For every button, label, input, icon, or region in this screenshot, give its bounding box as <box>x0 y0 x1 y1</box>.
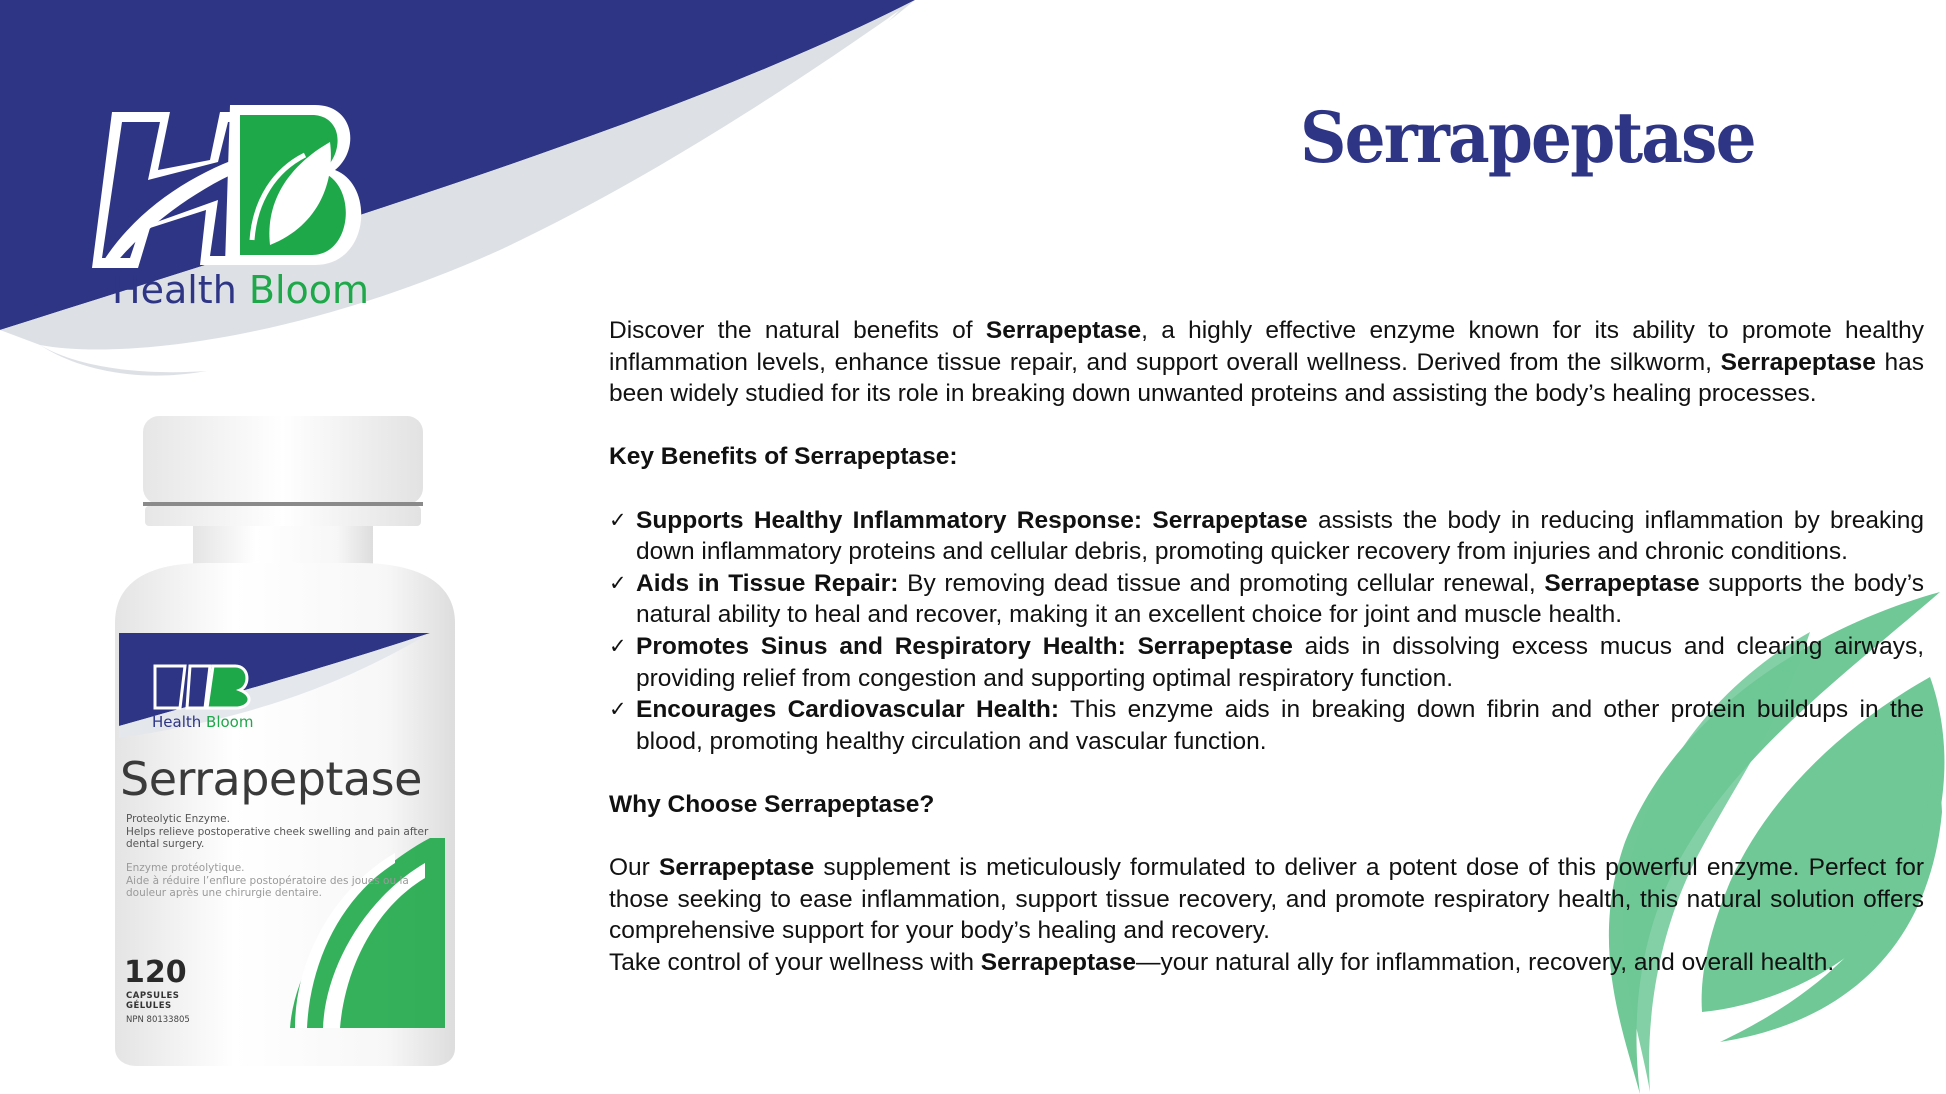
bottle-brand-label: Health Bloom <box>152 713 254 731</box>
brand-name-health: Health <box>112 268 237 312</box>
bottle-description-fr: Enzyme protéolytique. Aide à réduire l’enflure postopératoire des joues ou la douleur après une chirurgie dentaire. <box>126 862 409 899</box>
checkmark-icon: ✓ <box>609 633 627 658</box>
page-title: Serrapeptase <box>1300 96 1755 179</box>
why-paragraph: Our Serrapeptase supplement is meticulously formulated to deliver a potent dose of this powerful enzyme. Perfect for those seeking to ease inflammation, support tissue recovery, and promote respiratory health, this natural solution offers comprehensive support for your body’s healing and recovery. <box>609 854 1924 945</box>
why-heading: Why Choose Serrapeptase? <box>609 790 935 818</box>
bottle-capsule-count: 120 <box>124 955 187 990</box>
brand-name <box>112 268 369 312</box>
product-description <box>609 315 1924 978</box>
benefit-item: ✓ Aids in Tissue Repair: By removing dead tissue and promoting cellular renewal, Serrapeptase supports the body’s natural ability to heal and recover, making it an excellent choice for joint and muscle health. <box>609 569 1925 629</box>
benefit-item: ✓ Encourages Cardiovascular Health: This enzyme aids in breaking down fibrin and other protein buildups in the blood, promoting healthy circulation and vascular function. <box>609 696 1925 755</box>
bottle-unit: CAPSULES GÉLULES <box>126 991 180 1011</box>
checkmark-icon: ✓ <box>609 570 627 595</box>
checkmark-icon: ✓ <box>609 697 627 722</box>
bottle-npn: NPN 80133805 <box>126 1015 190 1025</box>
brand-name-bloom: Bloom <box>248 268 370 312</box>
closing-paragraph: Take control of your wellness with Serrapeptase—your natural ally for inflammation, recovery, and overall health. <box>609 948 1835 976</box>
checkmark-icon: ✓ <box>609 507 627 532</box>
benefits-list <box>609 505 1924 758</box>
intro-paragraph: Discover the natural benefits of Serrapeptase, a highly effective enzyme known for its ability to promote healthy inflammation levels, enhance tissue repair, and support overall wellness. Derived from the silkworm, Serrapeptase has been widely studied for its role in breaking down unwanted proteins and assisting the body’s healing processes. <box>609 317 1924 408</box>
bottle-description-en: Proteolytic Enzyme. Helps relieve postoperative cheek swelling and pain after dental surgery. <box>126 813 429 850</box>
benefit-item: ✓ Supports Healthy Inflammatory Response: Serrapeptase assists the body in reducing inflammation by breaking down inflammatory proteins and cellular debris, promoting quicker recovery from injuries and chronic conditions. <box>609 506 1925 566</box>
benefits-heading: Key Benefits of Serrapeptase: <box>609 443 958 471</box>
benefit-item: ✓ Promotes Sinus and Respiratory Health: Serrapeptase aids in dissolving excess mucus and clearing airways, providing relief from congestion and supporting optimal respiratory function. <box>609 632 1925 692</box>
bottle-product-name: Serrapeptase <box>120 752 422 806</box>
